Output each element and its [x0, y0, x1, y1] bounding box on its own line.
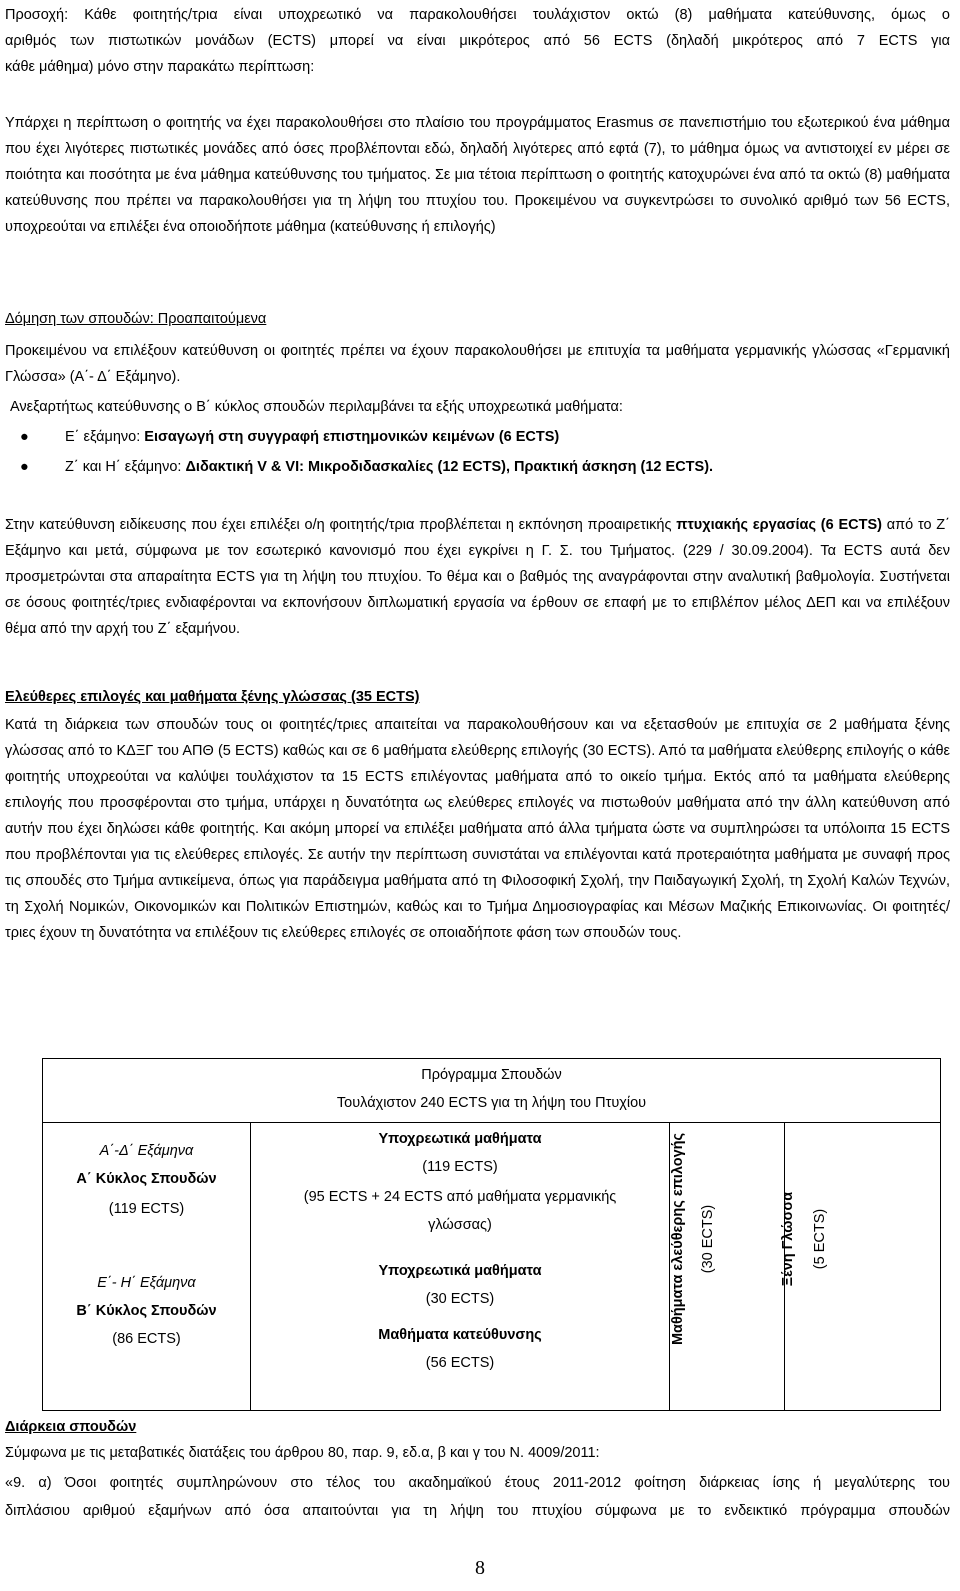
- foreign-language-title: Ξένη Γλώσσα: [780, 1191, 796, 1287]
- page-number: 8: [475, 1557, 485, 1579]
- study-program-table: [42, 1058, 941, 1411]
- structure-heading: Δόμηση των σπουδών: Προαπαιτούμενα: [5, 311, 267, 327]
- bullet-2-courses: Διδακτική V & VI: Μικροδιδασκαλίες (12 ECTS), Πρακτική άσκηση (12 ECTS).: [185, 459, 714, 475]
- bullet-icon: ●: [20, 429, 29, 445]
- mandatory-a-detail: γλώσσας): [428, 1217, 492, 1233]
- structure-paragraph: Προκειμένου να επιλέξουν κατεύθυνση οι φοιτητές πρέπει να έχουν παρακολουθήσει με επιτυχία τα μαθήματα γερμανικής γλώσσας «Γερμανική Γλώσσα» (Α΄- Δ΄ Εξάμηνο).: [5, 343, 950, 385]
- free-electives-ects: (30 ECTS): [700, 1204, 716, 1274]
- intro-line-3: κάθε μάθημα) μόνο στην παρακάτω περίπτωση:: [5, 59, 315, 75]
- bullet-icon: ●: [20, 459, 29, 475]
- table-subtitle: Τουλάχιστον 240 ECTS για τη λήψη του Πτυχίου: [336, 1095, 647, 1111]
- cycle-a-name: Α΄ Κύκλος Σπουδών: [76, 1171, 217, 1187]
- mandatory-a-ects: (119 ECTS): [422, 1159, 498, 1175]
- cycle-a-semesters: Α΄-Δ΄ Εξάμηνα: [99, 1143, 194, 1159]
- duration-line-1: Σύμφωνα με τις μεταβατικές διατάξεις του άρθρου 80, παρ. 9, εδ.α, β και γ του Ν. 4009/2011:: [5, 1445, 600, 1461]
- structure-lead: Ανεξαρτήτως κατεύθυνσης ο Β΄ κύκλος σπουδών περιλαμβάνει τα εξής υποχρεωτικά μαθήματα:: [10, 399, 623, 415]
- bullet-1-course: Εισαγωγή στη συγγραφή επιστημονικών κειμένων (6 ECTS): [144, 429, 560, 445]
- cycle-b-semesters: Ε΄- Η΄ Εξάμηνα: [97, 1275, 196, 1291]
- intro-line-2: αριθμός των πιστωτικών μονάδων (ECTS) μπορεί να είναι μικρότερος από 56 ECTS (δηλαδή μικρότερος από 7 ECTS για: [5, 33, 950, 49]
- direction-ects: (56 ECTS): [425, 1355, 495, 1371]
- duration-line-2: «9. α) Όσοι φοιτητές συμπληρώνουν στο τέλος του ακαδημαϊκού έτους 2011-2012 φοίτηση διάρκειας ίσης ή μεγαλύτερης του: [5, 1475, 950, 1491]
- thesis-text-c: από το Ζ΄ Εξάμηνο και μετά, σύμφωνα με τον εσωτερικό κανονισμό που έχει εγκρίνει η Γ. Σ. του Τμήματος. (229 / 30.09.2004). Τα ECTS αυτά δεν προσμετρώνται στα απαραίτητα ECTS για τη λήψη του πτυχίου. Το θέμα και ο βαθμός της αναγράφονται στην αναλυτική βαθμολογία. Συστήνεται σε όσους φοιτητές/τριες ενδιαφέρονται να εκπονήσουν διπλωματική εργασία να έρθουν σε επαφή με το επιβλέπον μέλος ΔΕΠ και να επιλέξουν θέμα από την αρχή του Ζ΄ εξαμήνου.: [5, 517, 950, 637]
- mandatory-b-ects: (30 ECTS): [425, 1291, 495, 1307]
- cycle-b-name: Β΄ Κύκλος Σπουδών: [76, 1303, 217, 1319]
- cycle-a-ects: (119 ECTS): [108, 1201, 185, 1217]
- bullet-2-prefix: Ζ΄ και Η΄ εξάμηνο:: [65, 459, 186, 475]
- electives-paragraph: Κατά τη διάρκεια των σπουδών τους οι φοιτητές/τριες απαιτείται να παρακολουθήσουν και να εξετασθούν με επιτυχία σε 2 μαθήματα ξένης γλώσσας από το ΚΔΞΓ του ΑΠΘ (5 ECTS) καθώς και σε 6 μαθήματα ελεύθερης επιλογής (30 ECTS). Από τα μαθήματα ελεύθερης επιλογής ο κάθε φοιτητής υποχρεούται να καλύψει τουλάχιστον τα 15 ECTS επιλέγοντας μαθήματα από το οικείο τμήμα. Εκτός από τα μαθήματα ελεύθερης επιλογής που προσφέρονται στο τμήμα, υπάρχει η δυνατότητα ως ελεύθερες επιλογές να πιστωθούν μαθήματα από την άλλη κατεύθυνση από αυτήν που έχει δηλώσει κάθε φοιτητής. Και ακόμη μπορεί να επιλέξει μαθήματα από άλλα τμήματα ώστε να συμπληρώσει τα υπόλοιπα 15 ECTS που προβλέπονται για τις ελεύθερες επιλογές. Σε αυτήν την περίπτωση συνιστάται να επιλέγονται κατά προτεραιότητα μαθήματα με συναφή προς τις σπουδές στο Τμήμα αντικείμενα, όπως για παράδειγμα μαθήματα από τη Φιλοσοφική Σχολή, την Παιδαγωγική Σχολή, τη Σχολή Καλών Τεχνών, τη Σχολή Νομικών, Οικονομικών και Πολιτικών Επιστημών, καθώς και το Τμήμα Δημοσιογραφίας και Μέσων Μαζικής Επικοινωνίας. Οι φοιτητές/τριες έχουν τη δυνατότητα να επιλέξουν τις ελεύθερες επιλογές σε οποιαδήποτε φάση των σπουδών τους.: [5, 717, 950, 941]
- mandatory-a-title: Υποχρεωτικά μαθήματα: [378, 1131, 542, 1147]
- thesis-highlight: πτυχιακής εργασίας (6 ECTS): [676, 517, 882, 533]
- table-divider: [43, 1122, 940, 1123]
- direction-title: Μαθήματα κατεύθυνσης: [378, 1327, 542, 1343]
- bullet-1-prefix: Ε΄ εξάμηνο:: [65, 429, 145, 445]
- thesis-text-a: Στην κατεύθυνση ειδίκευσης που έχει επιλέξει ο/η φοιτητής/τρια προβλέπεται η εκπόνηση προαιρετικής: [5, 517, 677, 533]
- erasmus-paragraph: Υπάρχει η περίπτωση ο φοιτητής να έχει παρακολουθήσει στο πλαίσιο του προγράμματος Erasmus σε πανεπιστήμιο του εξωτερικού ένα μάθημα που έχει λιγότερες πιστωτικές μονάδες από όσες προβλέπονται εδώ, δηλαδή λιγότερες από εφτά (7), το μάθημα όμως να αντιστοιχεί εν μέρει σε ποιότητα και ποσότητα με ένα μάθημα κατεύθυνσης του τμήματος. Σε μια τέτοια περίπτωση ο φοιτητής κατοχυρώνει ένα από τα οκτώ (8) μαθήματα κατεύθυνσης που πρέπει να παρακολουθήσει για τη λήψη του πτυχίου του. Προκειμένου να συγκεντρώσει το συνολικό αριθμό των 56 ECTS, υποχρεούται να επιλέξει ένα οποιοδήποτε μάθημα (κατεύθυνσης ή επιλογής): [5, 115, 950, 235]
- cycle-b-ects: (86 ECTS): [112, 1331, 181, 1347]
- duration-line-3: διπλάσιου αριθμού εξαμήνων από όσα απαιτούνται για τη λήψη του πτυχίου σύμφωνα με το ενδεικτικό πρόγραμμα σπουδών: [5, 1503, 950, 1519]
- mandatory-b-title: Υποχρεωτικά μαθήματα: [378, 1263, 542, 1279]
- thesis-paragraph: [5, 512, 950, 642]
- duration-heading: Διάρκεια σπουδών: [5, 1419, 137, 1435]
- foreign-language-ects: (5 ECTS): [812, 1208, 828, 1270]
- intro-line-1: Προσοχή: Κάθε φοιτητής/τρια είναι υποχρεωτικό να παρακολουθήσει τουλάχιστον οκτώ (8) μαθήματα κατεύθυνσης, όμως ο: [5, 7, 950, 23]
- electives-heading: Ελεύθερες επιλογές και μαθήματα ξένης γλώσσας (35 ECTS): [5, 689, 420, 705]
- free-electives-title: Μαθήματα ελεύθερης επιλογής: [670, 1132, 686, 1346]
- table-title: Πρόγραμμα Σπουδών: [421, 1067, 562, 1083]
- mandatory-a-detail: (95 ECTS + 24 ECTS από μαθήματα γερμανικής: [303, 1189, 617, 1205]
